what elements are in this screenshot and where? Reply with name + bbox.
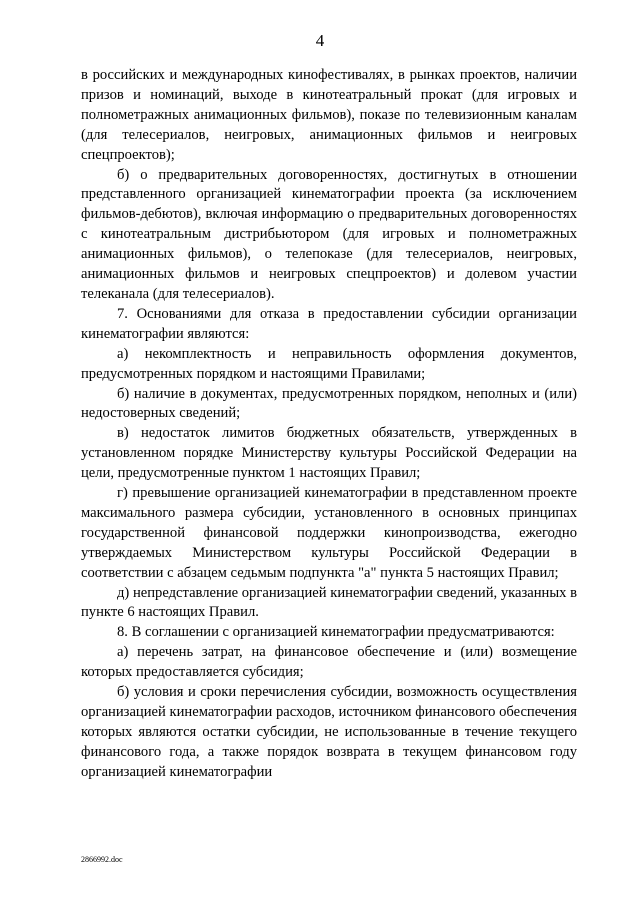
footer-filename: 2866992.doc: [81, 855, 123, 864]
paragraph-continued: в российских и международных кинофестивалях, в рынках проектов, наличии призов и номинаций, выходе в кинотеатральный прокат (для игровых и полнометражных анимационных фильмов), показе по телевизионным каналам (для телесериалов, неигровых, анимационных фильмов и неигровых спецпроектов);: [81, 67, 577, 163]
paragraph-b: б) о предварительных договоренностях, достигнутых в отношении представленного организацией кинематографии проекта (за исключением фильмов-дебютов), включая информацию о предварительных договоренностях с кинотеатральным дистрибьютором (для игровых и полнометражных анимационных фильмов), о телепоказе (для телесериалов, неигровых, анимационных фильмов и неигровых спецпроектов) и долевом участии телеканала (для телесериалов).: [81, 166, 577, 302]
paragraph-7v: в) недостаток лимитов бюджетных обязательств, утвержденных в установленном порядке Министерству культуры Российской Федерации на цели, предусмотренные пунктом 1 настоящих Правил;: [81, 425, 577, 482]
paragraph-8: 8. В соглашении с организацией кинематографии предусматриваются:: [117, 624, 555, 641]
paragraph-7g: г) превышение организацией кинематографии в представленном проекте максимального размера субсидии, установленного в основных принципах государственной финансовой поддержки кинопроизводства, ежегодно утверждаемых Министерством культуры Российской Федерации в соответствии с абзацем седьмым подпункта "а" пункта 5 настоящих Правил;: [81, 485, 577, 581]
paragraph-7a: а) некомплектность и неправильность оформления документов, предусмотренных порядком и настоящими Правилами;: [81, 345, 577, 382]
paragraph-7: 7. Основаниями для отказа в предоставлении субсидии организации кинематографии являются:: [81, 305, 577, 342]
document-body: [81, 66, 577, 783]
page-number: 4: [315, 31, 325, 50]
paragraph-8b: б) условия и сроки перечисления субсидии, возможность осуществления организацией кинематографии расходов, источником финансового обеспечения которых являются остатки субсидии, не использованные в течение текущего финансового года, а также порядок возврата в текущем финансовом году организацией кинематографии: [81, 684, 577, 780]
paragraph-7d: д) непредставление организацией кинематографии сведений, указанных в пункте 6 настоящих Правил.: [81, 584, 577, 621]
paragraph-7b: б) наличие в документах, предусмотренных порядком, неполных и (или) недостоверных сведений;: [81, 385, 577, 422]
paragraph-8a: а) перечень затрат, на финансовое обеспечение и (или) возмещение которых предоставляется субсидия;: [81, 644, 577, 681]
